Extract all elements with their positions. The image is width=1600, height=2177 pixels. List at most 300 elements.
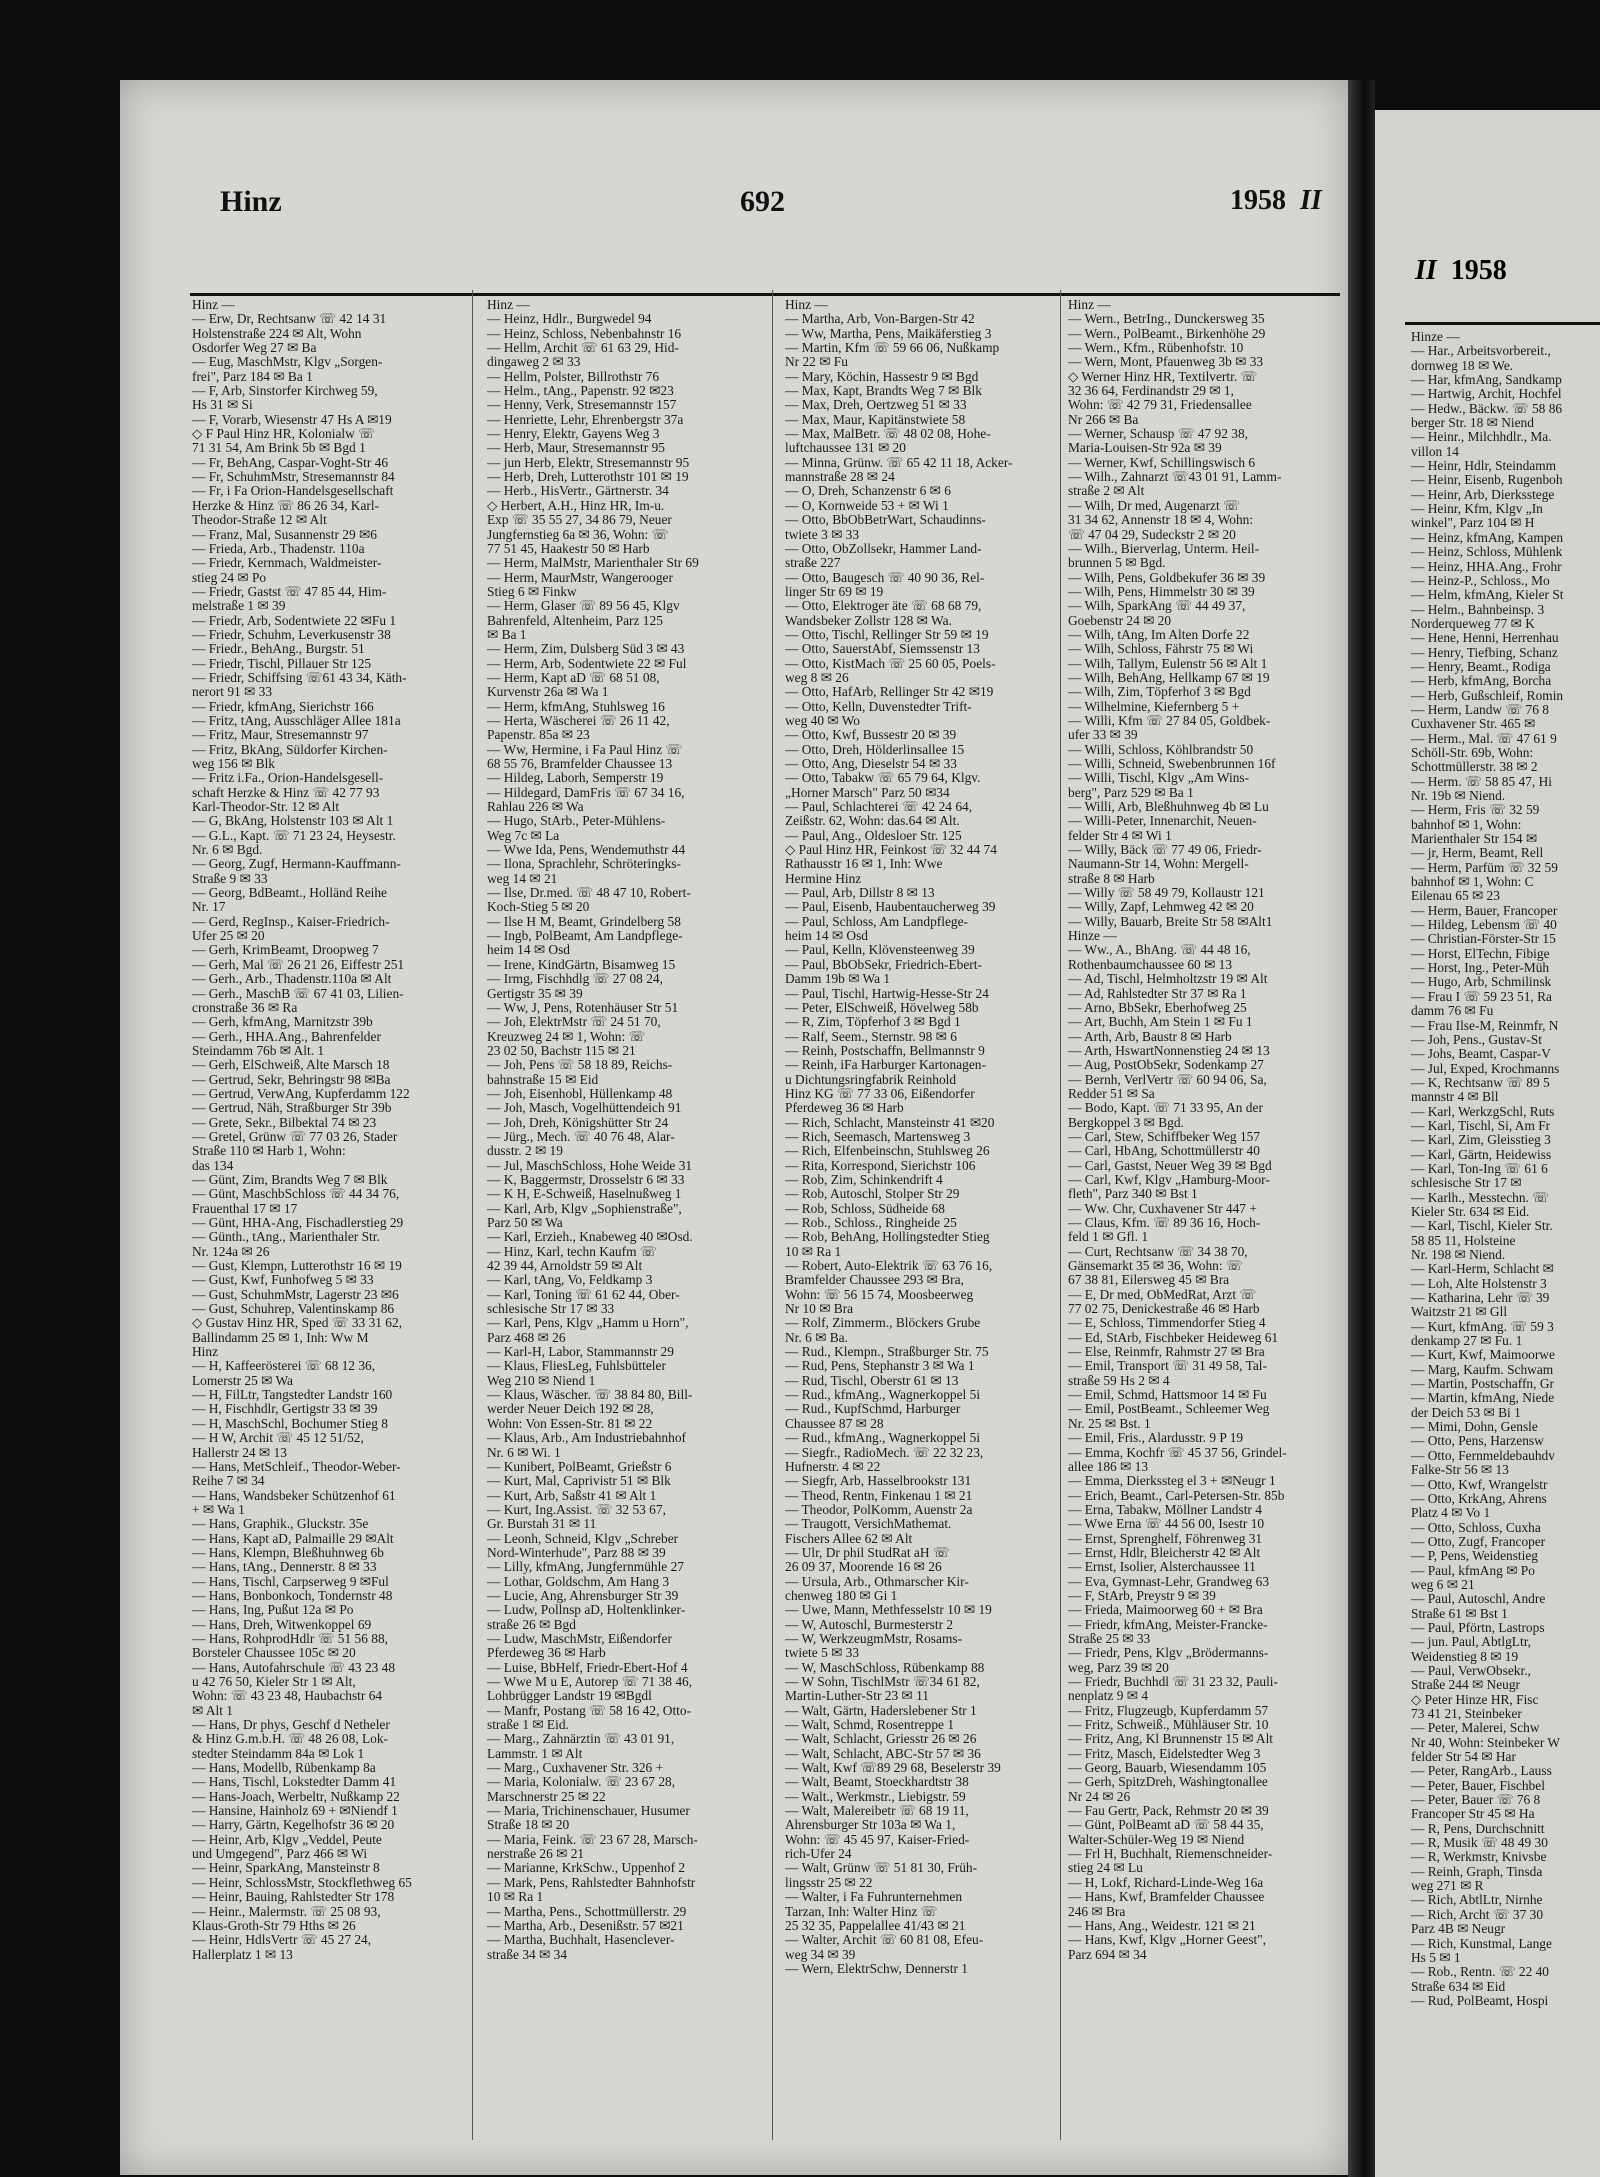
next-page-entry-line: — Karlh., Messtechn. ☏ bbox=[1411, 1190, 1549, 1205]
directory-entry-line: — Irene, KindGärtn, Bisamweg 15 bbox=[487, 957, 676, 972]
directory-entry-line: — Hans, Tischl, Carpserweg 9 ✉Ful bbox=[192, 1574, 389, 1589]
header-rule bbox=[190, 293, 1340, 296]
directory-entry-line: Lammstr. 1 ✉ Alt bbox=[487, 1746, 583, 1761]
directory-entry-line: — Ed, StArb, Fischbeker Heideweg 61 bbox=[1068, 1330, 1279, 1345]
directory-entry-line: weg, Parz 39 ✉ 20 bbox=[1068, 1660, 1169, 1675]
directory-entry-line: — Art, Buchh, Am Stein 1 ✉ Fu 1 bbox=[1068, 1015, 1253, 1030]
directory-entry-line: Nr. 17 bbox=[192, 900, 226, 915]
directory-entry-line: — Friedr, Buchhdl ☏ 31 23 32, Pauli- bbox=[1068, 1675, 1278, 1689]
directory-entry-line: linger Str 69 ✉ 19 bbox=[785, 584, 884, 599]
next-page-entry-line: — Rich, AbtlLtr, Nirnhe bbox=[1411, 1893, 1543, 1908]
directory-entry-line: dusstr. 2 ✉ 19 bbox=[487, 1144, 563, 1159]
next-page-entry-line: — Frau Ilse-M, Reinmfr, N bbox=[1411, 1018, 1559, 1033]
directory-entry-line: — Günt, Zim, Brandts Weg 7 ✉ Blk bbox=[192, 1172, 388, 1187]
next-page-entry-line: — Heinz-P., Schloss., Mo bbox=[1411, 573, 1550, 588]
directory-entry-line: — Grete, Sekr., Bilbektal 74 ✉ 23 bbox=[192, 1115, 377, 1130]
directory-entry-line: — Peter, ElSchweiß, Hövelweg 58b bbox=[785, 1000, 979, 1015]
next-page-entry-line: — jr, Herm, Beamt, Rell bbox=[1411, 846, 1544, 861]
next-page-entry-line: — Rich, Archt ☏ 37 30 bbox=[1411, 1907, 1544, 1922]
directory-entry-line: — Paul, Eisenb, Haubentaucherweg 39 bbox=[785, 900, 996, 915]
next-page-entry-line: — R, Pens, Durchschnitt bbox=[1411, 1821, 1545, 1836]
next-page-entry-line: berger Str. 18 ✉ Niend bbox=[1411, 416, 1534, 431]
next-page-entry-line: — Heinr, Eisenb, Rugenboh bbox=[1411, 473, 1563, 488]
directory-entry-line: — Friedr., BehAng., Burgstr. 51 bbox=[192, 642, 365, 657]
directory-entry-line: 25 32 35, Pappelallee 41/43 ✉ 21 bbox=[785, 1918, 966, 1933]
directory-entry-line: — Carl, Gastst, Neuer Weg 39 ✉ Bgd bbox=[1068, 1158, 1272, 1173]
directory-entry-line: 31 34 62, Annenstr 18 ✉ 4, Wohn: bbox=[1068, 513, 1254, 528]
directory-entry-line: ◇ Werner Hinz HR, Textilvertr. ☏ bbox=[1068, 369, 1258, 384]
directory-entry-line: Maria-Louisen-Str 92a ✉ 39 bbox=[1068, 441, 1222, 456]
directory-entry-line: — Otto, Elektroger äte ☏ 68 68 79, bbox=[785, 599, 982, 614]
next-page-entry-line: — Paul, Autoschl, Andre bbox=[1411, 1592, 1546, 1607]
directory-entry-line: — Walt, Schlacht, ABC-Str 57 ✉ 36 bbox=[785, 1746, 981, 1761]
next-page-entry-line: Schottmüllerstr. 38 ✉ 2 bbox=[1411, 760, 1538, 775]
next-page-entry-line: — Henry, Beamt., Rodiga bbox=[1411, 659, 1551, 674]
directory-entry-line: — Paul, Arb, Dillstr 8 ✉ 13 bbox=[785, 886, 935, 901]
directory-entry-line: Koch-Stieg 5 ✉ 20 bbox=[487, 900, 590, 915]
directory-column-1 bbox=[192, 298, 457, 2158]
next-page-entry-line: — Heinr, Arb, Dierksstege bbox=[1411, 487, 1555, 502]
directory-entry-line: melstraße 1 ✉ 39 bbox=[192, 599, 286, 614]
directory-entry-line: — Frl H, Buchhalt, Riemenschneider- bbox=[1068, 1847, 1273, 1862]
next-page-header bbox=[1415, 255, 1507, 287]
next-page-entry-line: — Karl-Herm, Schlacht ✉ bbox=[1411, 1262, 1554, 1277]
directory-entry-line: — Gertrud, VerwAng, Kupferdamm 122 bbox=[192, 1086, 410, 1101]
directory-entry-line: — Wern, ElektrSchw, Dennerstr 1 bbox=[785, 1961, 968, 1976]
directory-entry-line: — Wilh, Zim, Töpferhof 3 ✉ Bgd bbox=[1068, 685, 1251, 700]
directory-entry-line: — Willi, Schneid, Swebenbrunnen 16f bbox=[1068, 757, 1276, 771]
next-page-entry-line: — Hedw., Bäckw. ☏ 58 86 bbox=[1411, 401, 1563, 416]
directory-page bbox=[120, 80, 1348, 2175]
directory-entry-line: Hinz — bbox=[192, 298, 235, 312]
next-page-entry-line: — Herm, Landw ☏ 76 8 bbox=[1411, 702, 1549, 717]
directory-entry-line: ☏ 47 04 29, Sudeckstr 2 ✉ 20 bbox=[1068, 527, 1236, 542]
directory-entry-line: Tarzan, Inh: Walter Hinz ☏ bbox=[785, 1904, 938, 1919]
directory-entry-line: — Walt, Gärtn, Haderslebener Str 1 bbox=[785, 1703, 977, 1718]
directory-entry-line: — Herta, Wäscherei ☏ 26 11 42, bbox=[487, 713, 670, 728]
directory-entry-line: 42 39 44, Arnoldstr 59 ✉ Alt bbox=[487, 1259, 643, 1274]
directory-entry-line: Damm 19b ✉ Wa 1 bbox=[785, 972, 891, 987]
directory-entry-line: — Otto, Tischl, Rellinger Str 59 ✉ 19 bbox=[785, 627, 989, 642]
next-page-entry-line: dornweg 18 ✉ We. bbox=[1411, 358, 1514, 373]
directory-entry-line: — Ad, Rahlstedter Str 37 ✉ Ra 1 bbox=[1068, 986, 1247, 1001]
directory-entry-line: — Friedr, Schiffsing ☏61 43 34, Käth- bbox=[192, 670, 407, 685]
directory-entry-line: — Minna, Grünw. ☏ 65 42 11 18, Acker- bbox=[785, 455, 1013, 470]
directory-entry-line: — Günt, HHA-Ang, Fischadlerstieg 29 bbox=[192, 1216, 404, 1230]
directory-entry-line: — Wern., BetrIng., Dunckersweg 35 bbox=[1068, 312, 1265, 327]
next-page-entry-line: schlesische Str 17 ✉ bbox=[1411, 1176, 1522, 1191]
next-page-entry-line: — Otto, Fernmeldebauhdv bbox=[1411, 1448, 1555, 1463]
directory-entry-line: — Ludw, MaschMstr, Eißendorfer bbox=[487, 1631, 672, 1646]
directory-entry-line: — Gerd, RegInsp., Kaiser-Friedrich- bbox=[192, 914, 390, 929]
next-page-entry-line: — Heinr., Milchhdlr., Ma. bbox=[1411, 430, 1552, 445]
directory-entry-line: — Henny, Verk, Stresemannstr 157 bbox=[487, 398, 677, 413]
directory-entry-line: — Hans, Dreh, Witwenkoppel 69 bbox=[192, 1617, 372, 1632]
directory-entry-line: Kurvenstr 26a ✉ Wa 1 bbox=[487, 685, 609, 700]
directory-entry-line: — Rob, Zim, Schinkendrift 4 bbox=[785, 1172, 943, 1187]
directory-entry-line: straße 59 Hs 2 ✉ 4 bbox=[1068, 1373, 1170, 1388]
next-page-entry-line: — Herm, Bauer, Francoper bbox=[1411, 903, 1558, 918]
next-page-entry-line: — Helm, kfmAng, Kieler St bbox=[1411, 588, 1564, 603]
directory-entry-line: Hs 31 ✉ Si bbox=[192, 398, 253, 413]
directory-entry-line: — Otto, Baugesch ☏ 40 90 36, Rel- bbox=[785, 570, 985, 585]
directory-entry-line: & Hinz G.m.b.H. ☏ 48 26 08, Lok- bbox=[192, 1732, 389, 1747]
directory-entry-line: Zeißstr. 62, Wohn: das.64 ✉ Alt. bbox=[785, 814, 960, 829]
directory-entry-line: — Fritz, BkAng, Süldorfer Kirchen- bbox=[192, 742, 388, 757]
directory-entry-line: — Lothar, Goldschm, Am Hang 3 bbox=[487, 1574, 670, 1589]
directory-entry-line: — H W, Archit ☏ 45 12 51/52, bbox=[192, 1431, 364, 1446]
directory-entry-line: — Hans, Dr phys, Geschf d Netheler bbox=[192, 1718, 390, 1733]
directory-entry-line: — Willi, Kfm ☏ 27 84 05, Goldbek- bbox=[1068, 713, 1271, 728]
directory-entry-line: — Walt, Kwf ☏89 29 68, Beselerstr 39 bbox=[785, 1761, 1001, 1776]
directory-entry-line: — Willy ☏ 58 49 79, Kollaustr 121 bbox=[1068, 886, 1265, 901]
next-page-entry-line: — Paul, Pförtn, Lastrops bbox=[1411, 1620, 1545, 1635]
directory-entry-line: — Frieda, Maimoorweg 60 + ✉ Bra bbox=[1068, 1603, 1263, 1618]
directory-entry-line: — Karl, Toning ☏ 61 62 44, Ober- bbox=[487, 1287, 680, 1302]
directory-entry-line: — Willy, Bäck ☏ 77 49 06, Friedr- bbox=[1068, 843, 1262, 858]
directory-entry-line: — Erw, Dr, Rechtsanw ☏ 42 14 31 bbox=[192, 312, 387, 327]
directory-entry-line: — Walt, Beamt, Stoeckhardtstr 38 bbox=[785, 1775, 969, 1790]
directory-entry-line: Hinz — bbox=[785, 298, 828, 312]
next-page-entry-line: — Helm., Bahnbeinsp. 3 bbox=[1411, 602, 1545, 617]
directory-entry-line: — Gerh., HHA.Ang., Bahrenfelder bbox=[192, 1029, 381, 1044]
directory-entry-line: — Herb, Maur, Stresemannstr 95 bbox=[487, 441, 665, 456]
directory-entry-line: — Friedr, Kernmach, Waldmeister- bbox=[192, 556, 382, 571]
next-page-entry-line: — Kurt, kfmAng. ☏ 59 3 bbox=[1411, 1319, 1554, 1334]
directory-entry-line: — Rud., kfmAng., Wagnerkoppel 5i bbox=[785, 1431, 981, 1446]
directory-entry-line: — Harry, Gärtn, Kegelhofstr 36 ✉ 20 bbox=[192, 1818, 395, 1833]
next-page-entry-line: denkamp 27 ✉ Fu. 1 bbox=[1411, 1334, 1523, 1349]
directory-entry-line: — Theodor, PolKomm, Auenstr 2a bbox=[785, 1502, 973, 1517]
directory-entry-line: — Emma, Dierkssteg el 3 + ✉Neugr 1 bbox=[1068, 1474, 1276, 1489]
directory-entry-line: 68 55 76, Bramfelder Chaussee 13 bbox=[487, 757, 673, 771]
directory-entry-line: — F, StArb, Preystr 9 ✉ 39 bbox=[1068, 1588, 1216, 1603]
directory-entry-line: — E, Dr med, ObMedRat, Arzt ☏ bbox=[1068, 1287, 1257, 1302]
directory-entry-line: — Karl, Arb, Klgv „Sophienstraße", bbox=[487, 1201, 682, 1216]
directory-entry-line: Marschnerstr 25 ✉ 22 bbox=[487, 1789, 606, 1804]
next-page-edge bbox=[1375, 110, 1600, 2177]
next-page-entry-line: — Katharina, Lehr ☏ 39 bbox=[1411, 1291, 1550, 1306]
directory-entry-line: — Gust, Schuhrep, Valentinskamp 86 bbox=[192, 1302, 395, 1317]
directory-entry-line: — Fritz, Ang, Kl Brunnenstr 15 ✉ Alt bbox=[1068, 1732, 1274, 1747]
directory-entry-line: — Fr, SchuhmMstr, Stresemannstr 84 bbox=[192, 470, 395, 485]
directory-entry-line: — Max, Maur, Kapitänstwiete 58 bbox=[785, 412, 966, 427]
directory-entry-line: — Otto, HafArb, Rellinger Str 42 ✉19 bbox=[785, 685, 994, 700]
directory-entry-line: — Hans-Joach, Werbeltr, Nußkamp 22 bbox=[192, 1789, 400, 1804]
directory-entry-line: — Franz, Mal, Susannenstr 29 ✉6 bbox=[192, 527, 377, 542]
directory-entry-line: — Else, Reinmfr, Rahmstr 27 ✉ Bra bbox=[1068, 1345, 1265, 1360]
directory-entry-line: — Rob, Autoschl, Stolper Str 29 bbox=[785, 1187, 960, 1202]
directory-entry-line: — Traugott, VersichMathemat. bbox=[785, 1517, 952, 1532]
directory-entry-line: — Friedr, Tischl, Pillauer Str 125 bbox=[192, 656, 372, 671]
directory-entry-line: — Carl, Stew, Schiffbeker Weg 157 bbox=[1068, 1129, 1261, 1144]
directory-entry-line: — Joh, ElektrMstr ☏ 24 51 70, bbox=[487, 1015, 661, 1030]
directory-entry-line: — Martha, Arb, Von-Bargen-Str 42 bbox=[785, 312, 975, 327]
directory-entry-line: — G.L., Kapt. ☏ 71 23 24, Heysestr. bbox=[192, 828, 396, 843]
directory-entry-line: — Friedr, Schuhm, Leverkusenstr 38 bbox=[192, 627, 391, 642]
directory-entry-line: lingsstr 25 ✉ 22 bbox=[785, 1875, 873, 1890]
directory-entry-line: — Ilona, Sprachlehr, Schröteringks- bbox=[487, 857, 681, 872]
directory-entry-line: Rahlau 226 ✉ Wa bbox=[487, 800, 584, 815]
directory-entry-line: — Leonh, Schneid, Klgv „Schreber bbox=[487, 1531, 679, 1546]
directory-entry-line: ufer 33 ✉ 39 bbox=[1068, 728, 1138, 743]
directory-entry-line: Straße 25 ✉ 33 bbox=[1068, 1631, 1151, 1646]
directory-entry-line: — Hans, Bonbonkoch, Tondernstr 48 bbox=[192, 1588, 393, 1603]
next-page-entry-line: — Frau I ☏ 59 23 51, Ra bbox=[1411, 989, 1552, 1004]
next-page-entry-line: — Paul, VerwObsekr., bbox=[1411, 1663, 1531, 1678]
directory-entry-line: Parz 468 ✉ 26 bbox=[487, 1330, 566, 1345]
directory-entry-line: straße 34 ✉ 34 bbox=[487, 1947, 568, 1962]
directory-entry-line: heim 14 ✉ Osd bbox=[785, 929, 869, 944]
directory-entry-line: — Reinh, iFa Harburger Kartonagen- bbox=[785, 1058, 986, 1073]
directory-entry-line: Weg 7c ✉ La bbox=[487, 828, 560, 843]
directory-entry-line: Straße 18 ✉ 20 bbox=[487, 1818, 570, 1833]
directory-entry-line: — Gerh, Mal ☏ 26 21 26, Eiffestr 251 bbox=[192, 957, 405, 972]
directory-entry-line: Wohn: Von Essen-Str. 81 ✉ 22 bbox=[487, 1416, 653, 1431]
next-page-entry-line: Weidenstieg 8 ✉ 19 bbox=[1411, 1649, 1519, 1664]
directory-entry-line: — Arno, BbSekr, Eberhofweg 25 bbox=[1068, 1000, 1247, 1015]
next-page-entry-line: — Otto, Zugf, Francoper bbox=[1411, 1534, 1546, 1549]
directory-entry-line: — Emil, Transport ☏ 31 49 58, Tal- bbox=[1068, 1359, 1267, 1374]
directory-entry-line: — Rud., kfmAng., Wagnerkoppel 5i bbox=[785, 1388, 981, 1403]
directory-entry-line: — Wilh., Zahnarzt ☏43 01 91, Lamm- bbox=[1068, 470, 1282, 485]
directory-entry-line: felder Str 4 ✉ Wi 1 bbox=[1068, 828, 1172, 843]
directory-entry-line: Theodor-Straße 12 ✉ Alt bbox=[192, 513, 327, 528]
directory-entry-line: Hinz bbox=[192, 1345, 219, 1360]
directory-entry-line: — Willy, Zapf, Lehmweg 42 ✉ 20 bbox=[1068, 900, 1254, 915]
next-page-entry-line: Francoper Str 45 ✉ Ha bbox=[1411, 1807, 1535, 1822]
directory-entry-line: — Eva, Gymnast-Lehr, Grandweg 63 bbox=[1068, 1574, 1270, 1589]
directory-entry-line: — Ww, Martha, Pens, Maikäferstieg 3 bbox=[785, 326, 992, 341]
directory-entry-line: — Henry, Elektr, Gayens Weg 3 bbox=[487, 427, 660, 442]
directory-entry-line: — Bodo, Kapt. ☏ 71 33 95, An der bbox=[1068, 1101, 1263, 1116]
directory-entry-line: frei", Parz 184 ✉ Ba 1 bbox=[192, 369, 313, 384]
directory-entry-line: — Fritz, Flugzeugb, Kupferdamm 57 bbox=[1068, 1703, 1269, 1718]
directory-entry-line: — Gerh., Arb., Thadenstr.110a ✉ Alt bbox=[192, 972, 392, 987]
directory-entry-line: — Walt, Grünw ☏ 51 81 30, Früh- bbox=[785, 1861, 978, 1876]
next-page-entry-line: — Hildeg, Lebensm ☏ 40 bbox=[1411, 918, 1557, 933]
next-page-entry-line: — Rob., Rentn. ☏ 22 40 bbox=[1411, 1965, 1550, 1980]
directory-entry-line: — Rich, Seemasch, Martensweg 3 bbox=[785, 1129, 971, 1144]
directory-entry-line: — Gust, Klempn, Lutterothstr 16 ✉ 19 bbox=[192, 1259, 402, 1274]
directory-entry-line: — Karl, tAng, Vo, Feldkamp 3 bbox=[487, 1273, 653, 1288]
directory-entry-line: 26 09 37, Moorende 16 ✉ 26 bbox=[785, 1560, 942, 1575]
directory-entry-line: — Wwe Ida, Pens, Wendemuthstr 44 bbox=[487, 843, 686, 858]
directory-entry-line: — K, Baggermstr, Drosselstr 6 ✉ 33 bbox=[487, 1172, 685, 1187]
directory-entry-line: — Maria, Feink. ☏ 23 67 28, Marsch- bbox=[487, 1832, 698, 1847]
directory-entry-line: — Ursula, Arb., Othmarscher Kir- bbox=[785, 1574, 969, 1589]
next-page-entry-line: — K, Rechtsanw ☏ 89 5 bbox=[1411, 1075, 1550, 1090]
directory-entry-line: fleth", Parz 340 ✉ Bst 1 bbox=[1068, 1187, 1198, 1202]
directory-entry-line: — Heinz, Schloss, Nebenbahnstr 16 bbox=[487, 326, 682, 341]
directory-entry-line: — H, Fischhdlr, Gertigstr 33 ✉ 39 bbox=[192, 1402, 378, 1417]
next-page-entry-line: — Karl, WerkzgSchl, Ruts bbox=[1411, 1104, 1555, 1119]
directory-entry-line: und Umgegend", Parz 466 ✉ Wi bbox=[192, 1847, 368, 1862]
directory-entry-line: u Dichtungsringfabrik Reinhold bbox=[785, 1072, 957, 1087]
directory-entry-line: — Günt, MaschbSchloss ☏ 44 34 76, bbox=[192, 1187, 400, 1202]
directory-entry-line: — Robert, Auto-Elektrik ☏ 63 76 16, bbox=[785, 1259, 993, 1274]
next-page-entry-line: 73 41 21, Steinbeker bbox=[1411, 1707, 1522, 1721]
next-page-entry-line: Norderqueweg 77 ✉ K bbox=[1411, 616, 1535, 631]
directory-entry-line: — Wilh, SparkAng ☏ 44 49 37, bbox=[1068, 599, 1246, 614]
directory-entry-line: — Ernst, Hdlr, Bleicherstr 42 ✉ Alt bbox=[1068, 1545, 1261, 1560]
directory-entry-line: — H, Kaffeerösterei ☏ 68 12 36, bbox=[192, 1359, 376, 1374]
directory-entry-line: Rathausstr 16 ✉ 1, Inh: Wwe bbox=[785, 857, 943, 872]
directory-entry-line: — Heinz, Hdlr., Burgwedel 94 bbox=[487, 312, 652, 327]
directory-entry-line: — Karl, Pens, Klgv „Hamm u Horn", bbox=[487, 1316, 689, 1331]
directory-entry-line: nerstraße 26 ✉ 21 bbox=[487, 1847, 585, 1862]
directory-entry-line: Lomerstr 25 ✉ Wa bbox=[192, 1373, 294, 1388]
directory-entry-line: Straße 9 ✉ 33 bbox=[192, 871, 268, 886]
directory-entry-line: — Wern, Mont, Pfauenweg 3b ✉ 33 bbox=[1068, 355, 1264, 370]
directory-entry-line: — Arth, Arb, Baustr 8 ✉ Harb bbox=[1068, 1029, 1232, 1044]
directory-entry-line: — Rich, Schlacht, Mansteinstr 41 ✉20 bbox=[785, 1115, 995, 1130]
book-gutter bbox=[1348, 80, 1375, 2177]
directory-entry-line: — Fritz i.Fa., Orion-Handelsgesell- bbox=[192, 771, 384, 786]
directory-entry-line: — Hans, Tischl, Lokstedter Damm 41 bbox=[192, 1775, 397, 1790]
directory-entry-line: — Helm., tAng., Papenstr. 92 ✉23 bbox=[487, 384, 674, 399]
next-page-entry-line: — Henry, Tiefbing, Schanz bbox=[1411, 645, 1558, 660]
directory-entry-line: — H, Lokf, Richard-Linde-Weg 16a bbox=[1068, 1875, 1264, 1890]
next-page-entry-line: Eilenau 65 ✉ 23 bbox=[1411, 889, 1500, 904]
directory-entry-line: Hinze — bbox=[1068, 929, 1117, 944]
directory-entry-line: — Kurt, Mal, Caprivistr 51 ✉ Blk bbox=[487, 1474, 671, 1489]
directory-entry-line: — Mary, Köchin, Hassestr 9 ✉ Bgd bbox=[785, 369, 979, 384]
directory-column-2 bbox=[487, 298, 759, 2158]
directory-entry-line: — Irmg, Fischhdlg ☏ 27 08 24, bbox=[487, 972, 663, 987]
next-page-entry-line: — Karl, Tischl, Kieler Str. bbox=[1411, 1219, 1553, 1234]
directory-entry-line: — Carl, HbAng, Schottmüllerstr 40 bbox=[1068, 1144, 1260, 1159]
directory-entry-line: — Fritz, Masch, Eidelstedter Weg 3 bbox=[1068, 1746, 1261, 1761]
next-page-entry-line: damm 76 ✉ Fu bbox=[1411, 1004, 1494, 1019]
directory-entry-line: — Heinr, Arb, Klgv „Veddel, Peute bbox=[192, 1832, 382, 1847]
directory-entry-line: — Henriette, Lehr, Ehrenbergstr 37a bbox=[487, 412, 684, 427]
directory-entry-line: Weg 210 ✉ Niend 1 bbox=[487, 1373, 596, 1388]
directory-entry-line: — Emil, PostBeamt., Schleemer Weg bbox=[1068, 1402, 1270, 1417]
directory-entry-line: — Gertrud, Näh, Straßburger Str 39b bbox=[192, 1101, 392, 1116]
directory-entry-line: — Gerh, SpitzDreh, Washingtonallee bbox=[1068, 1775, 1268, 1790]
next-page-entry-line: Platz 4 ✉ Vo 1 bbox=[1411, 1506, 1491, 1521]
directory-entry-line: Jungfernstieg 6a ✉ 36, Wohn: ☏ bbox=[487, 527, 669, 542]
directory-entry-line: Ufer 25 ✉ 20 bbox=[192, 929, 265, 944]
directory-entry-line: — Herm, Zim, Dulsberg Süd 3 ✉ 43 bbox=[487, 642, 685, 657]
directory-entry-line: — Rob., Schloss., Ringheide 25 bbox=[785, 1216, 957, 1230]
directory-entry-line: — Ad, Tischl, Helmholtzstr 19 ✉ Alt bbox=[1068, 972, 1268, 987]
next-page-entry-line: — Herb, Gußschleif, Romin bbox=[1411, 688, 1564, 703]
directory-entry-line: — Emil, Schmd, Hattsmoor 14 ✉ Fu bbox=[1068, 1388, 1267, 1403]
next-page-column bbox=[1411, 330, 1600, 2160]
directory-entry-line: — Eug, MaschMstr, Klgv „Sorgen- bbox=[192, 355, 383, 370]
directory-entry-line: Redder 51 ✉ Sa bbox=[1068, 1086, 1155, 1101]
directory-entry-line: Gänsemarkt 35 ✉ 36, Wohn: ☏ bbox=[1068, 1259, 1243, 1274]
directory-entry-line: — Rud., KupfSchmd, Harburger bbox=[785, 1402, 961, 1417]
directory-entry-line: — Gretel, Grünw ☏ 77 03 26, Stader bbox=[192, 1129, 398, 1144]
next-page-entry-line: — Hene, Henni, Herrenhau bbox=[1411, 631, 1559, 646]
directory-column-3 bbox=[785, 298, 1063, 2158]
next-page-entry-line: — Otto, Kwf, Wrangelstr bbox=[1411, 1477, 1548, 1492]
directory-entry-line: — Gust, Kwf, Funhofweg 5 ✉ 33 bbox=[192, 1273, 374, 1288]
directory-entry-line: — Wilh., Bierverlag, Unterm. Heil- bbox=[1068, 541, 1260, 556]
directory-entry-line: — Georg, Bauarb, Wiesendamm 105 bbox=[1068, 1761, 1267, 1776]
directory-entry-line: Nr. 25 ✉ Bst. 1 bbox=[1068, 1416, 1151, 1431]
directory-entry-line: — Klaus, FliesLeg, Fuhlsbütteler bbox=[487, 1359, 666, 1374]
next-page-entry-line: — Johs, Beamt, Caspar-V bbox=[1411, 1047, 1551, 1062]
directory-entry-line: — Theod, Rentn, Finkenau 1 ✉ 21 bbox=[785, 1488, 973, 1503]
directory-entry-line: — Kurt, Arb, Saßstr 41 ✉ Alt 1 bbox=[487, 1488, 657, 1503]
directory-entry-line: stieg 24 ✉ Po bbox=[192, 570, 267, 585]
directory-entry-line: weg 14 ✉ 21 bbox=[487, 871, 558, 886]
directory-entry-line: — Ww., A., BhAng. ☏ 44 48 16, bbox=[1068, 943, 1251, 958]
directory-entry-line: — Rob, BehAng, Hollingstedter Stieg bbox=[785, 1230, 990, 1245]
directory-entry-line: dingaweg 2 ✉ 33 bbox=[487, 355, 581, 370]
directory-entry-line: — F, Arb, Sinstorfer Kirchweg 59, bbox=[192, 384, 378, 399]
directory-entry-line: — Maria, Kolonialw. ☏ 23 67 28, bbox=[487, 1775, 676, 1790]
next-page-entry-line: — Jul, Exped, Krochmanns bbox=[1411, 1061, 1560, 1076]
directory-entry-line: „Horner Marsch" Parz 50 ✉34 bbox=[785, 785, 950, 800]
directory-entry-line: weg 156 ✉ Blk bbox=[192, 757, 276, 771]
directory-entry-line: 246 ✉ Bra bbox=[1068, 1904, 1126, 1919]
directory-entry-line: — Uwe, Mann, Methfesselstr 10 ✉ 19 bbox=[785, 1603, 992, 1618]
directory-entry-line: Bergkoppel 3 ✉ Bgd. bbox=[1068, 1115, 1184, 1130]
directory-entry-line: Lohbrügger Landstr 19 ✉Bgdl bbox=[487, 1689, 652, 1704]
next-page-entry-line: — Herb, kfmAng, Borcha bbox=[1411, 674, 1552, 689]
next-page-entry-line: — Otto, Schloss, Cuxha bbox=[1411, 1520, 1541, 1535]
directory-entry-line: — H, FilLtr, Tangstedter Landstr 160 bbox=[192, 1388, 393, 1403]
next-page-entry-line: der Deich 53 ✉ Bi 1 bbox=[1411, 1405, 1521, 1420]
directory-entry-line: — Max, Dreh, Oertzweg 51 ✉ 33 bbox=[785, 398, 967, 413]
directory-entry-line: — Curt, Rechtsanw ☏ 34 38 70, bbox=[1068, 1244, 1248, 1259]
directory-entry-line: — Bernh, VerlVertr ☏ 60 94 06, Sa, bbox=[1068, 1072, 1267, 1087]
directory-entry-line: — Willy, Bauarb, Breite Str 58 ✉Alt1 bbox=[1068, 914, 1273, 929]
directory-entry-line: straße 1 ✉ Eid. bbox=[487, 1718, 569, 1733]
directory-entry-line: Straße 110 ✉ Harb 1, Wohn: bbox=[192, 1144, 346, 1159]
directory-entry-line: — Jul, MaschSchloss, Hohe Weide 31 bbox=[487, 1158, 693, 1173]
directory-entry-line: — Heinr, Bauing, Rahlstedter Str 178 bbox=[192, 1890, 395, 1905]
next-page-entry-line: villon 14 bbox=[1411, 444, 1459, 459]
directory-entry-line: 32 36 64, Ferdinandstr 29 ✉ 1, bbox=[1068, 384, 1234, 399]
directory-entry-line: — Emil, Fris., Alardusstr. 9 P 19 bbox=[1068, 1431, 1244, 1446]
directory-entry-line: — Marianne, KrkSchw., Uppenhof 2 bbox=[487, 1861, 686, 1876]
directory-entry-line: — Heinr, HdlsVertr ☏ 45 27 24, bbox=[192, 1933, 372, 1948]
directory-entry-line: — Wern., PolBeamt., Birkenhöhe 29 bbox=[1068, 326, 1266, 341]
directory-entry-line: — Aug, PostObSekr, Sodenkamp 27 bbox=[1068, 1058, 1264, 1073]
directory-entry-line: — Willi, Arb, Bleßhuhnweg 4b ✉ Lu bbox=[1068, 800, 1269, 815]
next-page-entry-line: — Mimi, Dohn, Gensle bbox=[1411, 1420, 1538, 1435]
next-page-entry-line: Schöll-Str. 69b, Wohn: bbox=[1411, 745, 1534, 760]
directory-entry-line: — Hans, tAng., Dennerstr. 8 ✉ 33 bbox=[192, 1560, 377, 1575]
next-page-entry-line: — Hugo, Arb, Schmilinsk bbox=[1411, 975, 1552, 990]
directory-entry-line: — Wwe M u E, Autorep ☏ 71 38 46, bbox=[487, 1675, 693, 1689]
directory-entry-line: — Herm, MaurMstr, Wangerooger bbox=[487, 570, 673, 585]
next-page-entry-line: — Kurt, Kwf, Maimoorwe bbox=[1411, 1348, 1555, 1363]
running-head-surname: Hinz bbox=[220, 185, 282, 218]
next-page-entry-line: — Herm., Mal. ☏ 47 61 9 bbox=[1411, 731, 1557, 746]
directory-entry-line: — Kurt, Ing.Assist. ☏ 32 53 67, bbox=[487, 1502, 666, 1517]
directory-entry-line: — Wern., Kfm., Rübenhofstr. 10 bbox=[1068, 341, 1244, 356]
directory-entry-line: — Walter, i Fa Fuhrunternehmen bbox=[785, 1890, 963, 1905]
next-page-entry-line: — Peter, Malerei, Schw bbox=[1411, 1721, 1540, 1736]
next-page-entry-line: — Heinr, Kfm, Klgv „In bbox=[1411, 502, 1543, 517]
directory-entry-line: Nr 266 ✉ Ba bbox=[1068, 412, 1139, 427]
next-page-entry-line: weg 271 ✉ R bbox=[1411, 1879, 1484, 1894]
directory-entry-line: — Heinr, SparkAng, Mansteinstr 8 bbox=[192, 1861, 380, 1876]
directory-entry-line: — Fritz, Maur, Stresemannstr 97 bbox=[192, 728, 369, 743]
directory-entry-line: twiete 5 ✉ 33 bbox=[785, 1646, 860, 1661]
directory-entry-line: Goebenstr 24 ✉ 20 bbox=[1068, 613, 1172, 628]
directory-entry-line: — Ilse H M, Beamt, Grindelberg 58 bbox=[487, 914, 681, 929]
next-page-entry-line: Cuxhavener Str. 465 ✉ bbox=[1411, 717, 1536, 732]
directory-entry-line: — Joh, Pens ☏ 58 18 89, Reichs- bbox=[487, 1058, 673, 1073]
